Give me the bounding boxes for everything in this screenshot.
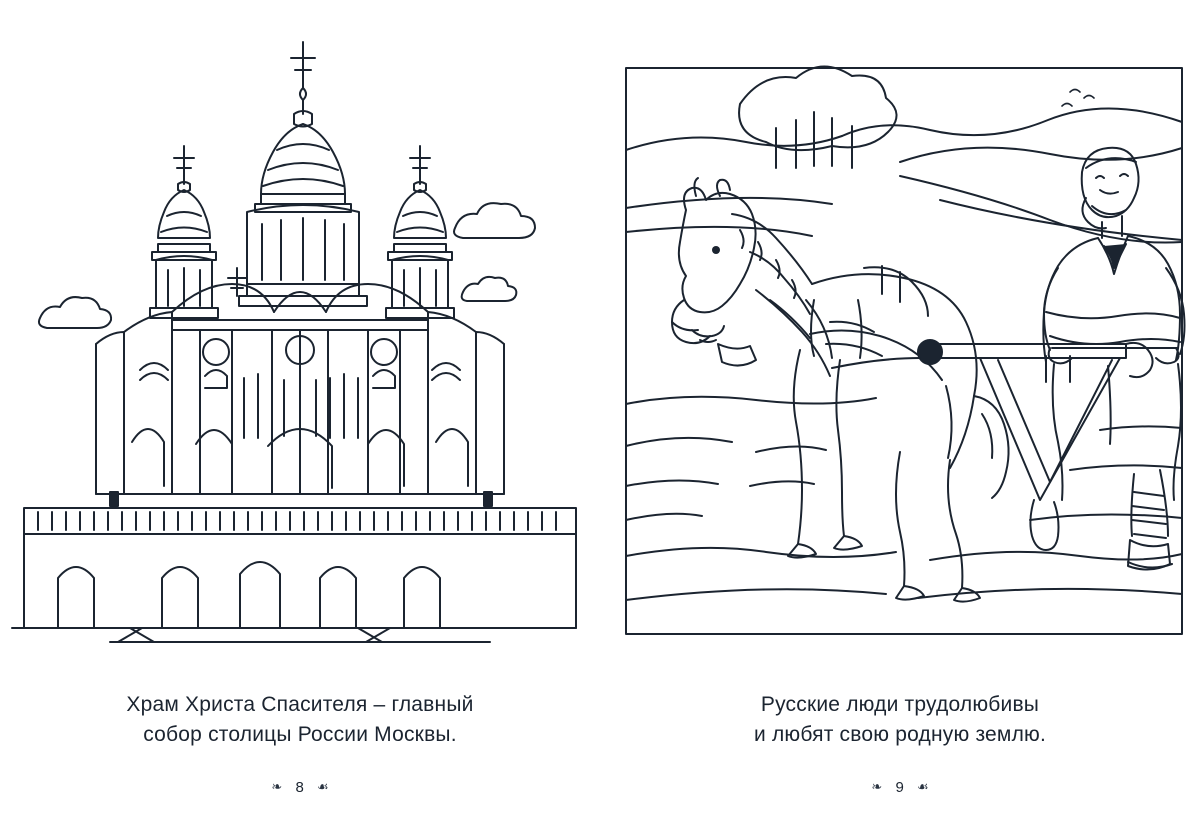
folio-ornament-right-icon: ☙: [916, 779, 929, 795]
cathedral-illustration: [0, 0, 600, 660]
furrow-7: [626, 548, 896, 557]
furrow-8: [930, 552, 1182, 560]
page-number: 9: [895, 778, 904, 796]
terrace-band: [24, 508, 576, 534]
furrow-4: [626, 480, 718, 486]
ploughman-illustration: [600, 0, 1200, 660]
plough-triangle: [980, 358, 1120, 500]
hill-left: [626, 198, 832, 208]
right-page: [600, 0, 1200, 830]
furrow-2: [626, 438, 732, 446]
cloud-icon: [39, 203, 535, 328]
gable-cross: [228, 268, 246, 296]
page-gutter: [599, 0, 600, 830]
furrow-11: [1030, 514, 1182, 520]
horizon-cloud: [900, 148, 1182, 162]
furrow-3: [756, 446, 826, 452]
right-page-folio: [600, 778, 1200, 796]
caption-line-1: Русские люди трудолюбивы: [760, 693, 1040, 716]
basement-arch-4: [320, 567, 356, 628]
birds-icon: [1062, 90, 1094, 107]
central-cross: [291, 42, 315, 114]
hill-right: [900, 176, 1182, 243]
caption-line-2: и любят свою родную землю.: [753, 723, 1047, 746]
cloud-line-left: [626, 136, 842, 150]
horse-harness: [718, 266, 942, 376]
furrow-1: [626, 397, 876, 404]
page-number: 8: [295, 778, 304, 796]
basement-arch-1: [58, 567, 94, 628]
furrow-6: [626, 514, 702, 520]
folio-ornament-right-icon: ☙: [316, 779, 329, 795]
caption-line-1: Храм Христа Спасителя – главный: [126, 693, 474, 716]
steps-upper: [130, 628, 390, 642]
central-windows: [244, 374, 272, 438]
caption-line-2: собор столицы России Москвы.: [143, 723, 457, 746]
basement-wall: [24, 534, 576, 628]
field-line-1: [626, 227, 812, 236]
folio-ornament-left-icon: ❧: [871, 779, 883, 795]
cloud-line-right: [842, 108, 1182, 136]
left-page-caption: [0, 690, 600, 750]
basement-arch-5: [404, 567, 440, 628]
furrow-12: [1070, 465, 1182, 470]
basement-arch-3: [240, 562, 280, 628]
horse: [672, 178, 1009, 602]
right-page-caption: [600, 690, 1200, 750]
furrow-9: [626, 589, 886, 600]
folio-ornament-left-icon: ❧: [271, 779, 283, 795]
left-page-folio: [0, 778, 600, 796]
left-tower: [150, 146, 218, 318]
furrow-13: [1100, 426, 1182, 430]
hill-right-2: [940, 200, 1182, 240]
right-tower: [386, 146, 454, 318]
basement-arch-2: [162, 567, 198, 628]
furrow-5: [750, 481, 814, 486]
tree: [739, 66, 896, 168]
